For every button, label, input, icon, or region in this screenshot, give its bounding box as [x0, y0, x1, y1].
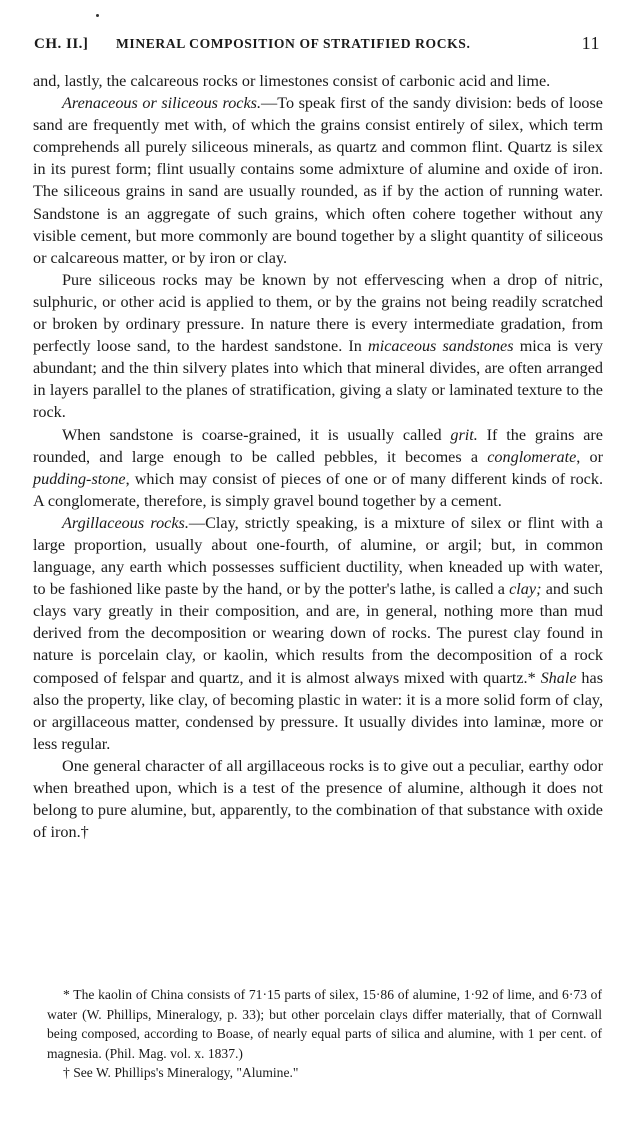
italic-text: pudding-stone — [33, 469, 126, 488]
italic-text: Shale — [540, 668, 577, 687]
paragraph-text: Pure siliceous rocks may be known by not effervescing when a drop of nitric, sulphuric, or other acid is applied to them, or by the grains not being readily scratched or broken by ordinary pressure. In nature there is every intermediate gradation, from perfectly loose sand, to the hardest sandstone. In — [33, 270, 603, 356]
paragraph-text: and, lastly, the calcareous rocks or limestones consist of carbonic acid and lime. — [33, 72, 551, 90]
paragraph-text: has also the property, like clay, of becoming plastic in water: it is a more solid form of clay, or argillaceous matter, condensed by pressure. It usually divides into laminæ, more or less regular. — [33, 668, 603, 753]
paragraph-text: When sandstone is coarse-grained, it is usually called — [62, 425, 451, 444]
body-paragraph — [33, 269, 603, 424]
chapter-reference: CH. II.] — [34, 36, 89, 52]
print-speck — [96, 14, 99, 17]
italic-text: micaceous sandstones — [368, 337, 514, 356]
italic-text: Arenaceous or siliceous rocks. — [62, 94, 262, 113]
running-head — [34, 33, 600, 58]
paragraph-text: —To speak first of the sandy division: beds of loose sand are frequently met with, of which the grains consist entirely of silex, which term comprehends all purely siliceous minerals, as quartz and common flint. Quartz is silex in its purest form; flint usually contains some admixture of alumine and oxide of iron. The siliceous grains in sand are usually rounded, as if by the action of running water. Sandstone is an aggregate of such grains, which often cohere together without any visible cement, but more commonly are bound together by a slight quantity of siliceous or calcareous matter, or by iron or clay. — [33, 94, 603, 267]
body-paragraph — [33, 512, 603, 755]
paragraph-text: If the grains are rounded, and large enough to be called pebbles, it becomes a — [33, 425, 603, 466]
footnote: * The kaolin of China consists of 71·15 parts of silex, 15·86 of alumine, 1·92 of lime, and 6·73 of water (W. Phillips, Mineralogy, p. 33); but other porcelain clays differ materially, that of Cornwall being composed, according to Boase, of nearly equal parts of silica and alumine, with 1 per cent. of magnesia. (Phil. Mag. vol. x. 1837.) — [47, 987, 602, 1061]
paragraph-text: mica is very abundant; and the thin silvery plates into which that mineral divides, are often arranged in layers parallel to the planes of stratification, giving a slaty or laminated texture to the rock. — [33, 337, 603, 422]
body-paragraph — [33, 92, 603, 269]
paragraph-text: and such clays vary greatly in their composition, and are, in general, nothing more than mud derived from the decomposition or wearing down of rocks. The purest clay found in nature is porcelain clay, or kaolin, which results from the decomposition of a rock composed of felspar and quartz, and it is almost always mixed with quartz.* — [33, 580, 603, 687]
body-paragraph — [33, 424, 603, 512]
italic-text: Argillaceous rocks. — [62, 513, 189, 532]
page-number: 11 — [581, 33, 600, 53]
italic-text: clay; — [509, 580, 542, 599]
footnote: † See W. Phillips's Mineralogy, "Alumine." — [63, 1065, 299, 1081]
body-paragraph — [33, 755, 603, 843]
italic-text: conglomerate — [487, 447, 577, 466]
paragraph-text: , or — [576, 447, 604, 466]
paragraph-text: , which may consist of pieces of one or of many different kinds of rock. A conglomerate, therefore, is simply gravel bound together by a cement. — [33, 469, 603, 510]
paragraph-text: —Clay, strictly speaking, is a mixture of silex or flint with a large proportion, usually about one-fourth, of alumine, or argil; but, in common language, any earth which possesses sufficient ductility, when kneaded up with water, to be fashioned like paste by the hand, or by the potter's lathe, is called a — [33, 513, 603, 599]
body-paragraph — [33, 70, 603, 92]
italic-text: grit. — [450, 425, 478, 444]
footnotes — [47, 985, 602, 1083]
running-head-title: MINERAL COMPOSITION OF STRATIFIED ROCKS. — [116, 36, 471, 51]
paragraph-text: One general character of all argillaceous rocks is to give out a peculiar, earthy odor when breathed upon, which is a test of the presence of alumine, although it does not belong to pure alumine, but, apparently, to the combination of that substance with oxide of iron.† — [33, 756, 603, 842]
body-text — [33, 70, 603, 843]
